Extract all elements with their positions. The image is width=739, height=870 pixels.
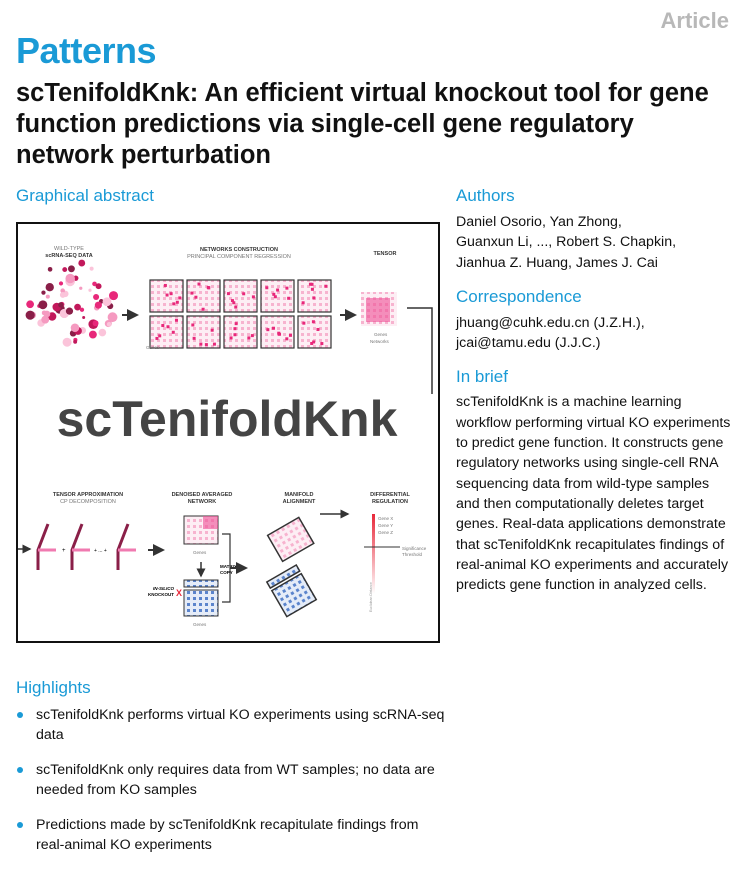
- axis-label: Euclidean Distance: [369, 582, 373, 612]
- graphical-abstract-heading: Graphical abstract: [16, 186, 154, 205]
- cell-dot: [58, 302, 63, 307]
- fig-label: ALIGNMENT: [282, 499, 316, 505]
- manifold-alignment: [247, 517, 339, 616]
- cell-dot: [41, 291, 45, 295]
- cell-dot: [103, 297, 112, 306]
- axis-label: Genes: [146, 345, 160, 350]
- highlights-heading: Highlights: [16, 678, 91, 697]
- fig-label: REGULATION: [372, 499, 408, 505]
- cp-components: [38, 524, 136, 570]
- gene-label: Gene Y: [378, 523, 394, 528]
- cell-dot: [71, 323, 80, 332]
- cell-dot: [82, 316, 85, 319]
- cell-dot: [59, 281, 63, 285]
- knockout-x-icon: X: [176, 588, 183, 598]
- in-brief-text: scTenifoldKnk is a machine learning workflow performing virtual KO experiments to predict gene function. It constructs gene regulatory networks using single-cell RNA sequencing data from wild-type samples and then computationally deletes target genes. Real-data applications demonstrate that scTenifoldKnk recapitulates findings of real-animal KO experiments and accurately predicts gene function in analyzed cells.: [456, 394, 731, 594]
- cell-dot: [96, 283, 102, 289]
- highlights-list: [16, 705, 446, 855]
- fig-label: MANIFOLD: [284, 492, 314, 498]
- fig-label: DENOISED AVERAGED: [171, 492, 233, 498]
- fig-label: COPY: [220, 570, 233, 575]
- cell-dot: [63, 338, 72, 347]
- cell-dot: [26, 300, 34, 308]
- cell-dot: [80, 308, 84, 312]
- cell-dot: [93, 320, 99, 326]
- cell-dot: [78, 260, 85, 267]
- gene-label: Gene Z: [378, 530, 394, 535]
- fig-label: CP DECOMPOSITION: [60, 499, 116, 505]
- cell-dot: [73, 340, 77, 344]
- cell-dot: [79, 287, 82, 290]
- highlight-item: scTenifoldKnk performs virtual KO experiments using scRNA-seq data: [16, 705, 446, 745]
- cell-dot: [46, 283, 54, 291]
- cell-dot: [46, 295, 50, 299]
- axis-label: Networks: [370, 339, 389, 344]
- network-grids: [150, 280, 331, 348]
- axis-label: Genes: [193, 550, 207, 555]
- cell-dot: [107, 322, 112, 327]
- author-line[interactable]: Daniel Osorio, Yan Zhong,: [456, 214, 622, 230]
- threshold-label: Threshold: [402, 552, 423, 557]
- journal-logo[interactable]: Patterns: [16, 30, 157, 71]
- knockout-network-matrix: [184, 590, 218, 616]
- fig-label: TENSOR APPROXIMATION: [52, 492, 124, 498]
- cell-dot: [90, 267, 94, 271]
- correspondence-heading: Correspondence: [456, 286, 582, 306]
- plus-sign: +: [62, 548, 66, 554]
- in-brief-heading: In brief: [456, 367, 508, 387]
- cell-cluster: [26, 260, 118, 347]
- plus-sign: + ... +: [94, 548, 107, 554]
- cell-dot: [88, 289, 91, 292]
- axis-label: Genes: [193, 622, 207, 627]
- author-line[interactable]: Guanxun Li, ..., Robert S. Chapkin,: [456, 234, 677, 251]
- cell-dot: [65, 274, 75, 284]
- cell-dot: [108, 312, 118, 322]
- cell-dot: [66, 308, 73, 315]
- flow-connector: [407, 308, 432, 394]
- fig-label: TENSOR: [373, 251, 397, 257]
- article-type-label: Article: [660, 8, 729, 33]
- graphical-abstract-figure: [16, 222, 440, 643]
- threshold-label: Significance: [402, 546, 427, 551]
- cell-dot: [95, 302, 102, 309]
- authors-heading: Authors: [456, 186, 515, 205]
- cell-dot: [41, 316, 49, 324]
- fig-label: IN-SILICO: [153, 586, 174, 591]
- cell-dot: [99, 329, 107, 337]
- email-link[interactable]: jcai@tamu.edu (J.J.C.): [456, 335, 601, 352]
- network-matrix: [150, 316, 183, 348]
- fig-label: NETWORK: [187, 499, 217, 505]
- abstract-diagram: [18, 224, 438, 641]
- cell-dot: [60, 292, 66, 298]
- author-line[interactable]: Jianhua Z. Huang, James J. Cai: [456, 254, 658, 271]
- fig-label: WILD-TYPE: [54, 246, 84, 252]
- network-matrix: [187, 280, 220, 312]
- fig-label: KNOCKOUT: [148, 592, 174, 597]
- cell-dot: [48, 267, 53, 272]
- fig-label: DIFFERENTIAL: [370, 492, 410, 498]
- cell-dot: [26, 311, 35, 320]
- cell-dot: [109, 291, 118, 300]
- highlight-item: Predictions made by scTenifoldKnk recapitulate findings from real-animal KO experiments: [16, 815, 446, 855]
- fig-label: NETWORKS CONSTRUCTION: [200, 247, 278, 253]
- network-matrix: [224, 316, 257, 348]
- fig-label: MATRIX: [220, 564, 237, 569]
- axis-label: Genes: [374, 332, 388, 337]
- email-link[interactable]: jhuang@cuhk.edu.cn (J.Z.H.),: [456, 314, 645, 331]
- cell-dot: [89, 331, 97, 339]
- fig-label: scRNA-SEQ DATA: [45, 253, 93, 259]
- article-title: scTenifoldKnk: An efficient virtual knockout tool for gene function predictions via single-cell gene regulatory network perturbation: [16, 79, 709, 169]
- highlight-item: scTenifoldKnk only requires data from WT samples; no data are needed from KO samples: [16, 760, 446, 800]
- cell-dot: [93, 294, 99, 300]
- cell-dot: [38, 300, 47, 309]
- cell-dot: [62, 267, 67, 272]
- tool-name-banner: scTenifoldKnk: [56, 391, 398, 447]
- gene-label: Gene X: [378, 516, 394, 521]
- fig-label: PRINCIPAL COMPONENT REGRESSION: [187, 254, 291, 260]
- cell-dot: [68, 265, 75, 272]
- ko-row: [184, 580, 218, 587]
- distance-bar: [372, 514, 375, 594]
- network-matrix: [261, 280, 294, 312]
